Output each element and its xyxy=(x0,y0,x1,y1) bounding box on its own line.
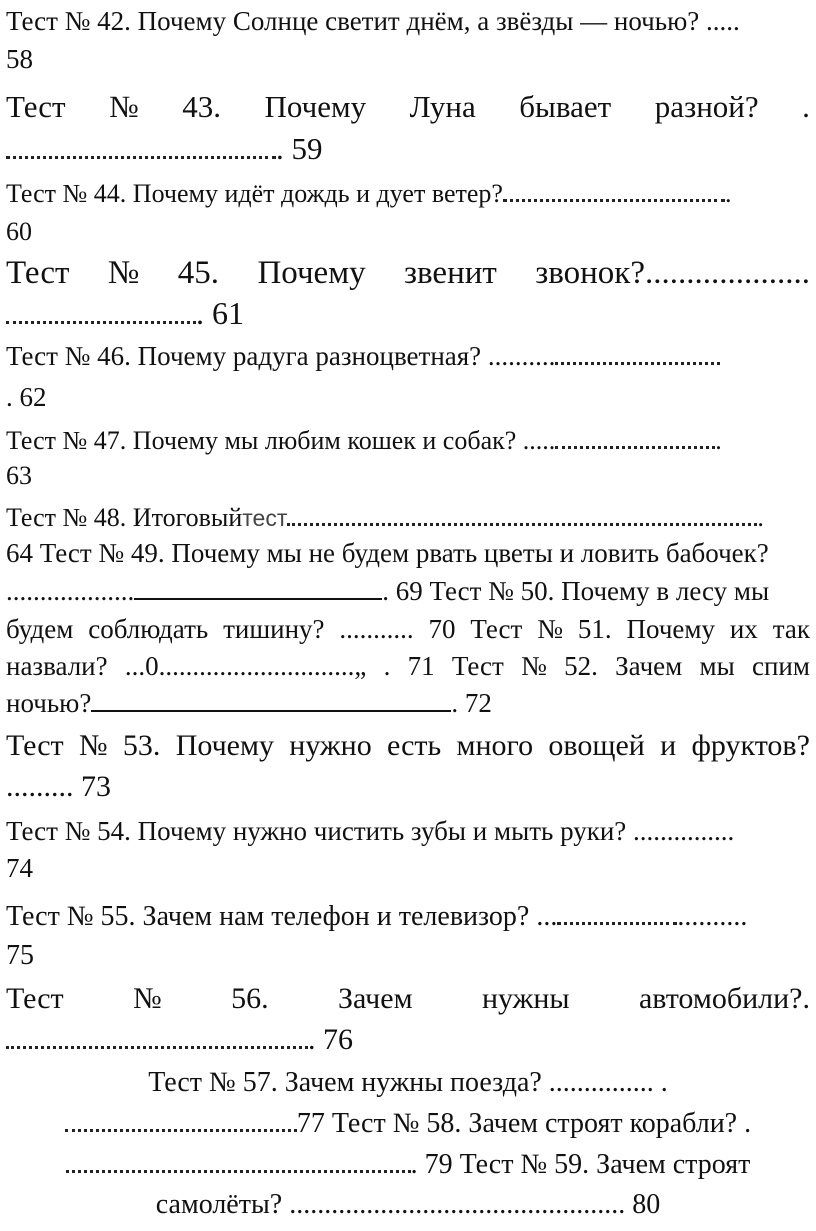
toc-entry-56-page: . 76 xyxy=(6,1025,810,1055)
dot-leader xyxy=(555,360,720,365)
toc-entry-44-page: 60 xyxy=(6,217,32,246)
toc-entry-45: Тест № 45. Почему звенит звонок?.................... xyxy=(6,255,810,291)
toc-entry-55-page: 75 xyxy=(6,940,34,971)
dot-leader xyxy=(66,1168,411,1173)
dot-leader xyxy=(503,197,725,202)
toc-entry-52: назвали? ...0.............................„ . 71 Тест № 52. Зачем мы спим xyxy=(6,651,810,681)
toc-entry-58: 77 Тест № 58. Зачем строят корабли? . xyxy=(6,1110,810,1138)
toc-entry-53-page: ......... 73 xyxy=(6,770,111,803)
toc-entry-52-page: ночью? . 72 xyxy=(6,688,492,718)
toc-entry-46: Тест № 46. Почему радуга разноцветная? .......... xyxy=(6,343,810,370)
dot-leader xyxy=(6,319,196,324)
dot-leader xyxy=(65,1127,297,1132)
dot-leader xyxy=(557,920,677,925)
toc-entry-49: 64 Тест № 49. Почему мы не будем рвать цветы и ловить бабочек? xyxy=(6,538,769,568)
toc-entry-42-title: Тест № 42. Почему Солнце светит днём, а звёзды — ночью? ..... xyxy=(6,6,740,36)
toc-entry-54-page: 74 xyxy=(6,853,33,883)
toc-entry-51: будем соблюдать тишину? ........... 70 Тест № 51. Почему их так xyxy=(6,614,810,644)
toc-entry-54: Тест № 54. Почему нужно чистить зубы и мыть руки? ............... xyxy=(6,816,735,846)
toc-entry-42 xyxy=(6,8,810,35)
toc-entry-56: Тест № 56. Зачем нужны автомобили?. xyxy=(6,982,810,1015)
toc-entry-53: Тест № 53. Почему нужно есть много овощей и фруктов? xyxy=(6,729,810,762)
dot-leader xyxy=(555,444,715,449)
toc-entry-45-page: . 61 xyxy=(6,297,810,329)
toc-entry-46-page: . 62 xyxy=(6,382,47,412)
toc-entry-47: Тест № 47. Почему мы любим кошек и собак? ..... . xyxy=(6,426,722,455)
toc-entry-43: Тест № 43. Почему Луна бывает разной? . xyxy=(6,89,810,124)
toc-entry-43-page: . 59 xyxy=(6,133,810,164)
dot-leader xyxy=(6,1044,308,1049)
toc-entry-59: . 79 Тест № 59. Зачем строят xyxy=(6,1151,810,1179)
toc-entry-42-page: 58 xyxy=(6,44,33,74)
dot-leader xyxy=(287,521,757,526)
underline-leader xyxy=(134,598,382,600)
toc-entry-59-page: самолёты? ................................................ 80 xyxy=(155,1189,661,1220)
toc-entry-57: Тест № 57. Зачем нужны поезда? ............... . xyxy=(148,1067,668,1098)
underline-leader xyxy=(91,710,451,712)
toc-entry-55: Тест № 55. Зачем нам телефон и телевизор? ... .......... xyxy=(6,901,748,932)
dot-leader xyxy=(6,154,276,159)
toc-entry-50: ................... . 69 Тест № 50. Почему в лесу мы xyxy=(6,576,770,606)
toc-entry-47-page: 63 xyxy=(6,461,32,490)
toc-entry-44: Тест № 44. Почему идёт дождь и дует ветер? . xyxy=(6,179,732,208)
toc-entry-48: Тест № 48. Итоговыйтест . xyxy=(6,503,764,532)
